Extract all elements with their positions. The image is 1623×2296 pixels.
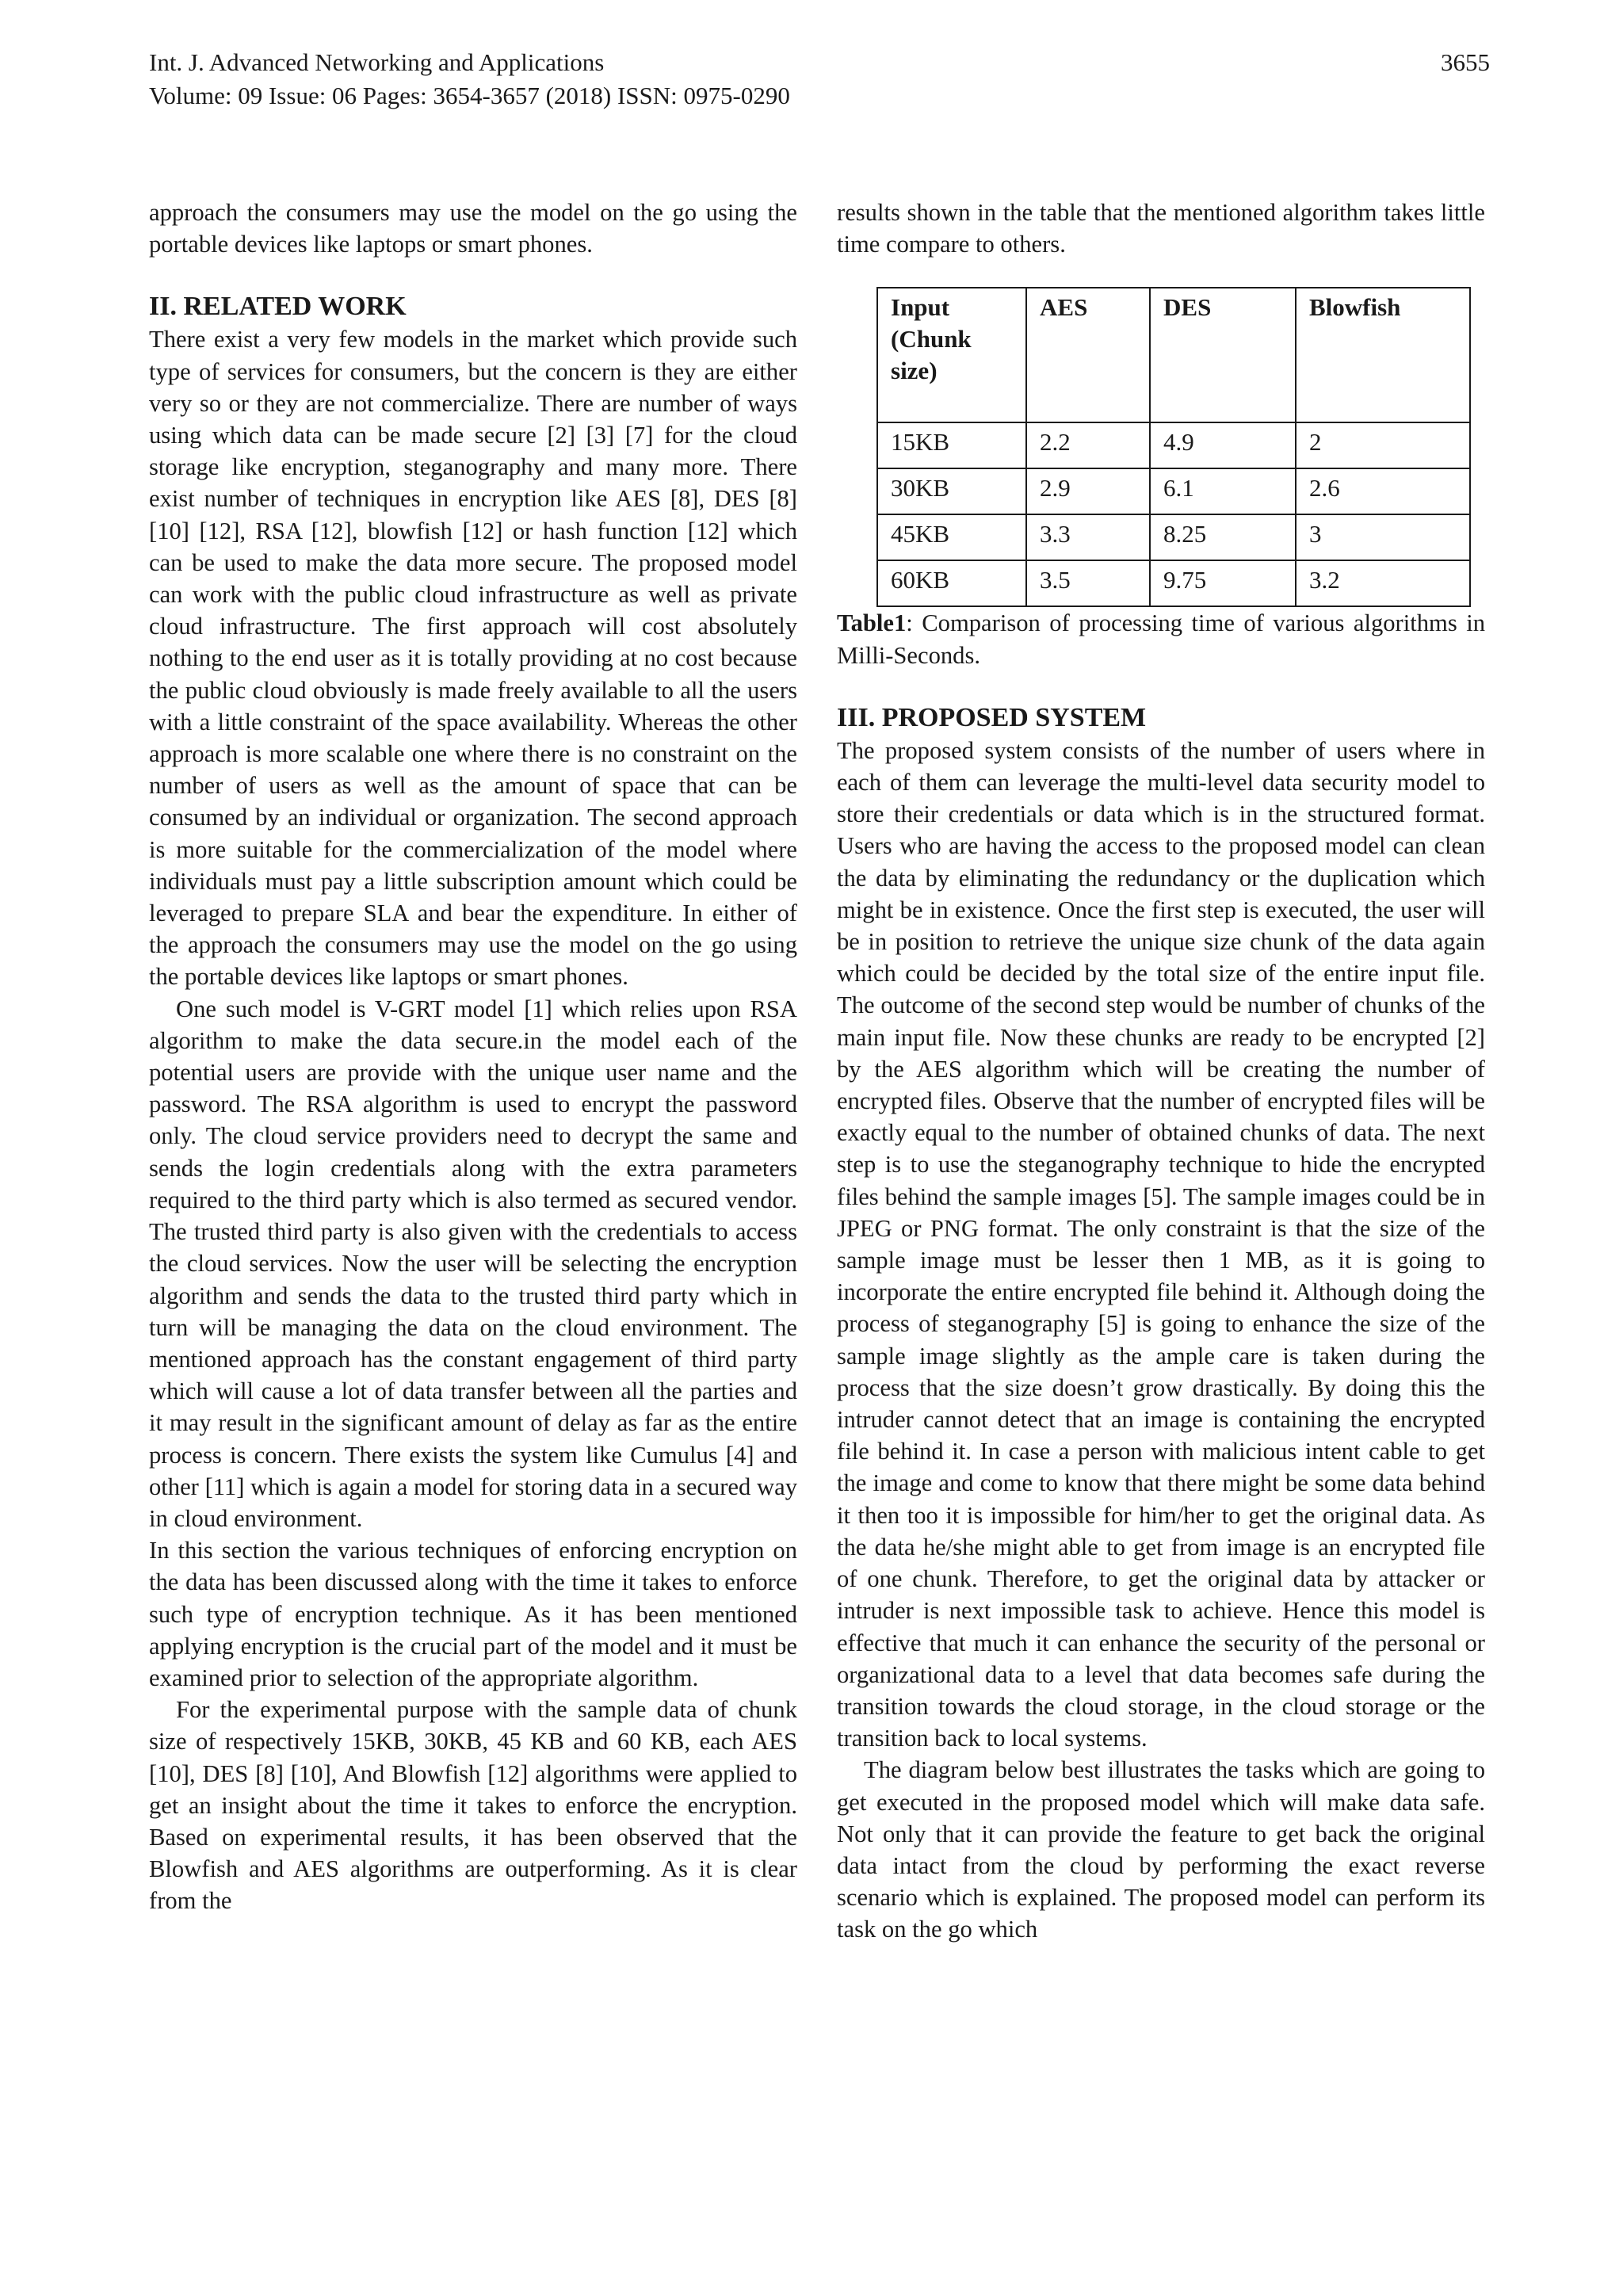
right-column [837, 197, 1485, 1946]
table-header-cell: Blowfish [1296, 288, 1470, 422]
left-column [149, 197, 797, 1917]
table-cell: 3 [1296, 514, 1470, 560]
table-row [877, 514, 1470, 560]
table-cell: 4.9 [1150, 422, 1296, 468]
page-number: 3655 [1441, 48, 1490, 76]
table-cell: 9.75 [1150, 560, 1296, 606]
table-row [877, 560, 1470, 606]
table-row [877, 422, 1470, 468]
table-cell: 2.2 [1026, 422, 1150, 468]
volume-info: Volume: 09 Issue: 06 Pages: 3654-3657 (2018) ISSN: 0975-0290 [149, 82, 790, 109]
table-cell: 60KB [877, 560, 1026, 606]
table-caption-text: : Comparison of processing time of various algorithms in Milli-Seconds. [837, 609, 1485, 669]
table-caption-label: Table1 [837, 609, 907, 637]
journal-title: Int. J. Advanced Networking and Applications [149, 48, 605, 76]
table-header-cell: Input (Chunk size) [877, 288, 1026, 422]
intro-fragment: results shown in the table that the mentioned algorithm takes little time compare to others. [837, 199, 1485, 258]
table-header-cell: AES [1026, 288, 1150, 422]
table-cell: 3.3 [1026, 514, 1150, 560]
table-cell: 2.9 [1026, 468, 1150, 514]
table-cell: 8.25 [1150, 514, 1296, 560]
page-header [149, 46, 1490, 113]
paragraph: In this section the various techniques of enforcing encryption on the data has been discussed along with the time it takes to enforce such type of encryption technique. As it has been mentioned applying encryption is the crucial part of the model and it must be examined prior to selection of the appropriate algorithm. [149, 1537, 797, 1691]
table-cell: 30KB [877, 468, 1026, 514]
table-row [877, 468, 1470, 514]
table-cell: 45KB [877, 514, 1026, 560]
table-cell: 2.6 [1296, 468, 1470, 514]
table-cell: 6.1 [1150, 468, 1296, 514]
section-heading-proposed-system: III. PROPOSED SYSTEM [837, 702, 1147, 732]
table-cell: 15KB [877, 422, 1026, 468]
table-cell: 3.2 [1296, 560, 1470, 606]
paragraph: The diagram below best illustrates the tasks which are going to get executed in the proposed model which will make data safe. Not only that it can provide the feature to get back the original data intact from the cloud by performing the exact reverse scenario which is explained. The proposed model can perform its task on the go which [837, 1756, 1485, 1943]
table-caption [837, 607, 1485, 670]
intro-fragment: approach the consumers may use the model on the go using the portable devices like laptops or smart phones. [149, 199, 797, 258]
paragraph: One such model is V-GRT model [1] which relies upon RSA algorithm to make the data secure.in the model each of the potential users are provide with the unique user name and the password. The RSA algorithm is used to encrypt the password only. The cloud service providers need to decrypt the same and sends the login credentials along with the extra parameters required to the third party which is also termed as secured vendor. The trusted third party is also given with the credentials to access the cloud services. Now the user will be selecting the encryption algorithm and sends the data to the trusted third party which in turn will be managing the data on the cloud environment. The mentioned approach has the constant engagement of third party which will cause a lot of data transfer between all the parties and it may result in the significant amount of delay as far as the entire process is concern. There exists the system like Cumulus [4] and other [11] which is again a model for storing data in a secured way in cloud environment. [149, 995, 797, 1532]
results-table-wrapper [876, 287, 1485, 607]
table-cell: 2 [1296, 422, 1470, 468]
table-header-cell: DES [1150, 288, 1296, 422]
paragraph: For the experimental purpose with the sample data of chunk size of respectively 15KB, 30KB, 45 KB and 60 KB, each AES [10], DES [8] [10], And Blowfish [12] algorithms were applied to get an insight about the time it takes to enforce the encryption. Based on experimental results, it has been observed that the Blowfish and AES algorithms are outperforming. As it is clear from the [149, 1696, 797, 1915]
paragraph: The proposed system consists of the number of users where in each of them can leverage the multi-level data security model to store their credentials or data which is in the structured format. Users who are having the access to the proposed model can clean the data by eliminating the redundancy or the duplication which might be in existence. Once the first step is executed, the user will be in position to retrieve the unique size chunk of the data again which could be decided by the total size of the entire input file. The outcome of the second step would be number of chunks of the main input file. Now these chunks are ready to be encrypted [2] by the AES algorithm which will be creating the number of encrypted files. Observe that the number of encrypted files will be exactly equal to the number of obtained chunks of data. The next step is to use the steganography technique to hide the encrypted files behind the sample images [5]. The sample images could be in JPEG or PNG format. The only constraint is that the size of the sample image must be lesser then 1 MB, as it is going to incorporate the entire encrypted file behind it. Although doing the process of steganography [5] is going to enhance the size of the sample image slightly as the ample care is taken during the process that the size doesn’t grow drastically. By doing this the intruder cannot detect that an image is containing the encrypted file behind it. In case a person with malicious intent cable to get the image and come to know that there might be some data behind it then too it is impossible for him/her to get the original data. As the data he/she might able to get from image is an encrypted file of one chunk. Therefore, to get the original data by attacker or intruder is next impossible task to achieve. Hence this model is effective that much it can enhance the security of the personal or organizational data to a level that data becomes safe during the transition towards the cloud storage, in the cloud storage or the transition back to local systems. [837, 736, 1485, 1752]
table-header-row [877, 288, 1470, 422]
table-cell: 3.5 [1026, 560, 1150, 606]
results-table [876, 287, 1471, 607]
paragraph: There exist a very few models in the market which provide such type of services for consumers, but the concern is they are either very so or they are not commercialize. There are number of ways using which data can be made secure [2] [3] [7] for the cloud storage like encryption, steganography and many more. There exist number of techniques in encryption like AES [8], DES [8] [10] [12], RSA [12], blowfish [12] or hash function [12] which can be used to make the data more secure. The proposed model can work with the public cloud infrastructure as well as private cloud infrastructure. The first approach will cost absolutely nothing to the end user as it is totally providing at no cost because the public cloud obviously is made freely available to all the users with a little constraint of the space availability. Whereas the other approach is more scalable one where there is no constraint on the number of users as well as the amount of space that can be consumed by an individual or organization. The second approach is more suitable for the commercialization of the model where individuals must pay a little subscription amount which could be leveraged to prepare SLA and bear the expenditure. In either of the approach the consumers may use the model on the go using the portable devices like laptops or smart phones. [149, 326, 797, 991]
section-heading-related-work: II. RELATED WORK [149, 292, 407, 322]
